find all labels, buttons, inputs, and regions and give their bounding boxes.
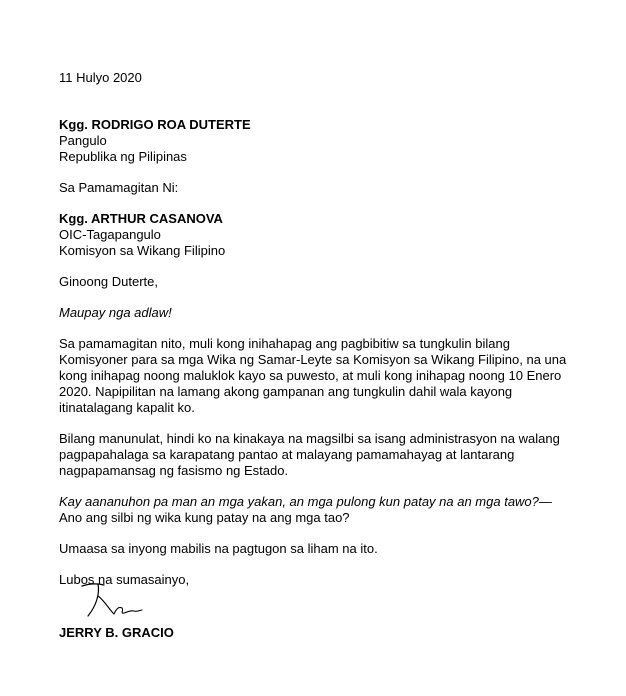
- paragraph-line: Bilang manunulat, hindi ko na kinakaya na magsilbi sa isang administrasyon na walang: [59, 431, 560, 446]
- paragraph-line: 2020. Napipilitan na lamang akong gampanan ang tungkulin dahil wala kayong: [59, 384, 513, 399]
- paragraph-request: Umaasa sa inyong mabilis na pagtugon sa liham na ito.: [59, 541, 378, 556]
- recipient-office: Republika ng Pilipinas: [59, 149, 187, 164]
- greeting: Maupay nga adlaw!: [59, 305, 172, 320]
- recipient-name: Kgg. RODRIGO ROA DUTERTE: [59, 117, 251, 132]
- paragraph-line: itinatalagang kapalit ko.: [59, 400, 195, 415]
- letter-body: [59, 70, 579, 588]
- paragraph-line: nagpapamansag ng fasismo ng Estado.: [59, 463, 289, 478]
- paragraph-reason: [59, 431, 579, 479]
- letter-date: 11 Hulyo 2020: [59, 70, 142, 85]
- signer-name: JERRY B. GRACIO: [59, 625, 174, 640]
- paragraph-line: Sa pamamagitan nito, muli kong inihahapag ang pagbibitiw sa tungkulin bilang: [59, 336, 510, 351]
- salutation: Ginoong Duterte,: [59, 274, 159, 289]
- recipient-block: [59, 117, 579, 165]
- via-office: Komisyon sa Wikang Filipino: [59, 243, 226, 258]
- quote-translation: Ano ang silbi ng wika kung patay na ang mga tao?: [59, 510, 350, 525]
- via-title: OIC-Tagapangulo: [59, 227, 161, 242]
- quote-waray: Kay aananuhon pa man an mga yakan, an mga pulong kun patay na an mga tawo?: [59, 494, 539, 509]
- paragraph-quote: [59, 494, 579, 526]
- paragraph-resignation: [59, 336, 579, 416]
- via-name: Kgg. ARTHUR CASANOVA: [59, 211, 223, 226]
- recipient-title: Pangulo: [59, 133, 107, 148]
- via-block: [59, 211, 579, 259]
- paragraph-line: Komisyoner para sa mga Wika ng Samar-Leyte sa Komisyon sa Wikang Filipino, na una: [59, 352, 567, 367]
- closing: Lubos na sumasainyo,: [59, 572, 190, 587]
- via-label: Sa Pamamagitan Ni:: [59, 180, 179, 195]
- paragraph-line: pagpapahalaga sa karapatang pantao at malayang pamamahayag at lantarang: [59, 447, 515, 462]
- paragraph-line: kong inihapag noong maluklok kayo sa puwesto, at muli kong inihapag noong 10 Enero: [59, 368, 562, 383]
- signature-image: [80, 582, 144, 618]
- quote-dash: —: [538, 494, 552, 509]
